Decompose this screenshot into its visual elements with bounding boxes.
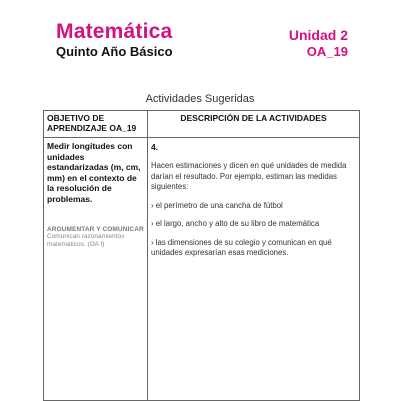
section-title: Actividades Sugeridas	[145, 93, 255, 105]
oa-label: OA_19	[306, 44, 348, 59]
activity-number: 4.	[151, 142, 159, 152]
skill-description: Comunican razonamientos matemáticos. (OA f)	[47, 233, 125, 248]
list-item: › el perímetro de una cancha de fútbol	[151, 200, 283, 210]
objective-column-header: OBJETIVO DE APRENDIZAJE OA_19	[44, 111, 148, 138]
table-row	[44, 138, 360, 401]
list-item: › las dimensiones de su colegio y comunican en qué unidades expresarían esas mediciones.	[151, 237, 332, 257]
grade-subtitle: Quinto Año Básico	[56, 44, 173, 59]
description-cell	[148, 138, 360, 401]
objective-text: Medir longitudes con unidades estandarizadas (m, cm, mm) en el contexto de la resolución de problemas.	[47, 141, 141, 204]
description-column-header: DESCRIPCIÓN DE LA ACTIVIDADES	[148, 111, 360, 138]
objective-cell	[44, 138, 148, 401]
activities-table	[43, 110, 360, 401]
skill-title: ARGUMENTAR Y COMUNICAR	[47, 226, 144, 233]
list-item: › el largo, ancho y alto de su libro de matemática	[151, 219, 320, 228]
subject-title: Matemática	[56, 20, 173, 43]
table-header-row	[44, 111, 360, 138]
activity-text: Hacen estimaciones y dicen en qué unidades de medida darían el resultado. Por ejemplo, estiman las medidas siguientes:	[151, 161, 347, 191]
unit-label: Unidad 2	[288, 27, 348, 43]
